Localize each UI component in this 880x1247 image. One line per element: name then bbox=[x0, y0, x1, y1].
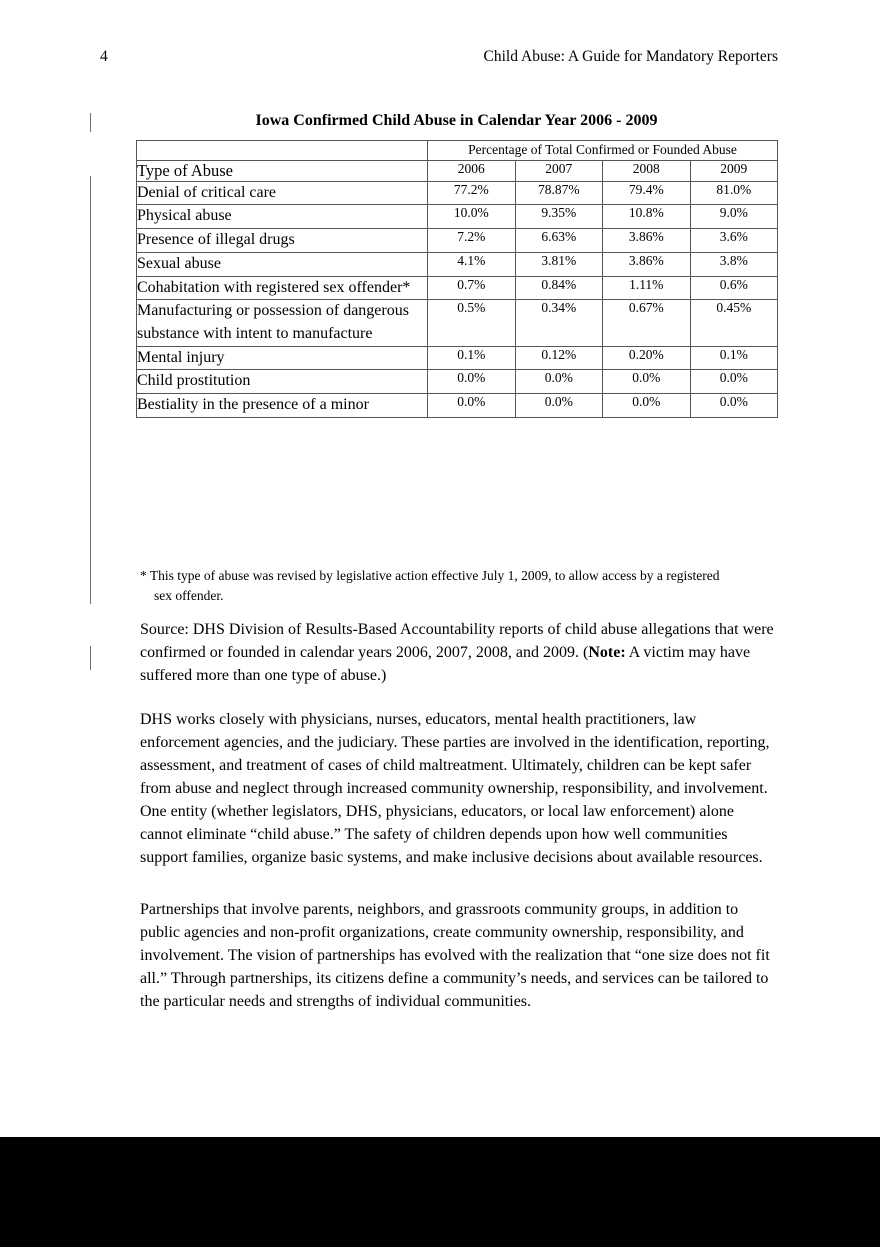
cell-2009: 0.0% bbox=[690, 370, 778, 394]
cell-2006: 0.5% bbox=[428, 300, 516, 346]
table-title: Iowa Confirmed Child Abuse in Calendar Year 2006 - 2009 bbox=[255, 112, 658, 129]
source-note-label: Note: bbox=[588, 644, 626, 662]
cell-2009: 3.6% bbox=[690, 229, 778, 253]
abuse-table-wrapper bbox=[136, 140, 777, 418]
cell-2007: 0.12% bbox=[515, 346, 603, 370]
cell-2007: 9.35% bbox=[515, 205, 603, 229]
cell-2006: 7.2% bbox=[428, 229, 516, 253]
cell-2006: 0.0% bbox=[428, 370, 516, 394]
change-bar-table bbox=[90, 176, 91, 604]
cell-2008: 79.4% bbox=[603, 181, 691, 205]
cell-2009: 3.8% bbox=[690, 252, 778, 276]
cell-2007: 0.0% bbox=[515, 370, 603, 394]
partnerships-paragraph: Partnerships that involve parents, neighbors, and grassroots community groups, in addition to public agencies and non-profit organizations, create community ownership, responsibility, and involvement. The vision of partnerships has evolved with the realization that “one size does not fit all.” Through partnerships, its citizens define a community’s needs, and services can be tailored to the particular needs and strengths of individual communities. bbox=[140, 901, 770, 1011]
row-label: Denial of critical care bbox=[137, 181, 428, 205]
cell-2009: 0.1% bbox=[690, 346, 778, 370]
cell-2008: 0.67% bbox=[603, 300, 691, 346]
table-header-row-years bbox=[137, 160, 778, 181]
change-bar-title bbox=[90, 113, 91, 132]
table-row bbox=[137, 300, 778, 346]
cell-2006: 4.1% bbox=[428, 252, 516, 276]
cell-2007: 0.0% bbox=[515, 394, 603, 418]
table-row bbox=[137, 181, 778, 205]
running-head bbox=[100, 48, 778, 66]
footnote-line-1: * This type of abuse was revised by legislative action effective July 1, 2009, to allow access by a registered bbox=[140, 568, 720, 583]
column-header-2009: 2009 bbox=[690, 160, 778, 181]
row-label: Mental injury bbox=[137, 346, 428, 370]
abuse-table bbox=[136, 140, 778, 418]
cell-2008: 0.0% bbox=[603, 370, 691, 394]
cell-2008: 0.20% bbox=[603, 346, 691, 370]
column-header-type-of-abuse: Type of Abuse bbox=[137, 160, 428, 181]
cell-2007: 3.81% bbox=[515, 252, 603, 276]
page-number: 4 bbox=[100, 48, 108, 65]
cell-2008: 1.11% bbox=[603, 276, 691, 300]
row-label: Physical abuse bbox=[137, 205, 428, 229]
cell-2007: 0.34% bbox=[515, 300, 603, 346]
table-row bbox=[137, 229, 778, 253]
cell-2006: 10.0% bbox=[428, 205, 516, 229]
cell-2009: 0.6% bbox=[690, 276, 778, 300]
cell-2006: 0.0% bbox=[428, 394, 516, 418]
row-label: Cohabitation with registered sex offender* bbox=[137, 276, 428, 300]
cell-2009: 9.0% bbox=[690, 205, 778, 229]
table-head bbox=[137, 141, 778, 182]
cell-2007: 78.87% bbox=[515, 181, 603, 205]
column-header-2007: 2007 bbox=[515, 160, 603, 181]
table-row bbox=[137, 394, 778, 418]
footnote-line-2: sex offender. bbox=[154, 588, 224, 604]
cell-2008: 3.86% bbox=[603, 252, 691, 276]
source-text-part-2: A victim may have suffered more than one type of abuse.) bbox=[140, 644, 751, 685]
cell-2007: 0.84% bbox=[515, 276, 603, 300]
change-bar-source bbox=[90, 646, 91, 670]
source-text-part-1: Source: DHS Division of Results-Based Accountability reports of child abuse allegations that were confirmed or founded in calendar years 2006, 2007, 2008, and 2009. ( bbox=[140, 621, 774, 662]
table-body bbox=[137, 181, 778, 417]
page-bottom-black-band bbox=[0, 1137, 880, 1247]
table-corner-cell bbox=[137, 141, 428, 161]
cell-2008: 3.86% bbox=[603, 229, 691, 253]
cell-2008: 0.0% bbox=[603, 394, 691, 418]
table-row bbox=[137, 276, 778, 300]
source-paragraph bbox=[140, 618, 774, 687]
table-row bbox=[137, 346, 778, 370]
table-header-row-group bbox=[137, 141, 778, 161]
row-label: Child prostitution bbox=[137, 370, 428, 394]
table-row bbox=[137, 252, 778, 276]
cell-2007: 6.63% bbox=[515, 229, 603, 253]
row-label: Manufacturing or possession of dangerous substance with intent to manufacture bbox=[137, 300, 428, 346]
cell-2009: 0.0% bbox=[690, 394, 778, 418]
cell-2006: 0.1% bbox=[428, 346, 516, 370]
column-header-2008: 2008 bbox=[603, 160, 691, 181]
cell-2006: 0.7% bbox=[428, 276, 516, 300]
cell-2009: 0.45% bbox=[690, 300, 778, 346]
table-row bbox=[137, 205, 778, 229]
group-header-percentage: Percentage of Total Confirmed or Founded Abuse bbox=[428, 141, 778, 161]
cell-2008: 10.8% bbox=[603, 205, 691, 229]
cell-2009: 81.0% bbox=[690, 181, 778, 205]
row-label: Sexual abuse bbox=[137, 252, 428, 276]
row-label: Presence of illegal drugs bbox=[137, 229, 428, 253]
cell-2006: 77.2% bbox=[428, 181, 516, 205]
running-head-title: Child Abuse: A Guide for Mandatory Reporters bbox=[483, 48, 778, 65]
dhs-paragraph: DHS works closely with physicians, nurses, educators, mental health practitioners, law enforcement agencies, and the judiciary. These parties are involved in the identification, reporting, assessment, and treatment of cases of child maltreatment. Ultimately, children can be kept safer from abuse and neglect through increased community ownership, responsibility, and involvement. One entity (whether legislators, DHS, physicians, educators, or local law enforcement) alone cannot eliminate “child abuse.” The safety of children depends upon how well communities support families, organize basic systems, and make inclusive decisions about available resources. bbox=[140, 711, 770, 867]
table-row bbox=[137, 370, 778, 394]
row-label: Bestiality in the presence of a minor bbox=[137, 394, 428, 418]
table-footnote bbox=[140, 566, 778, 607]
column-header-2006: 2006 bbox=[428, 160, 516, 181]
